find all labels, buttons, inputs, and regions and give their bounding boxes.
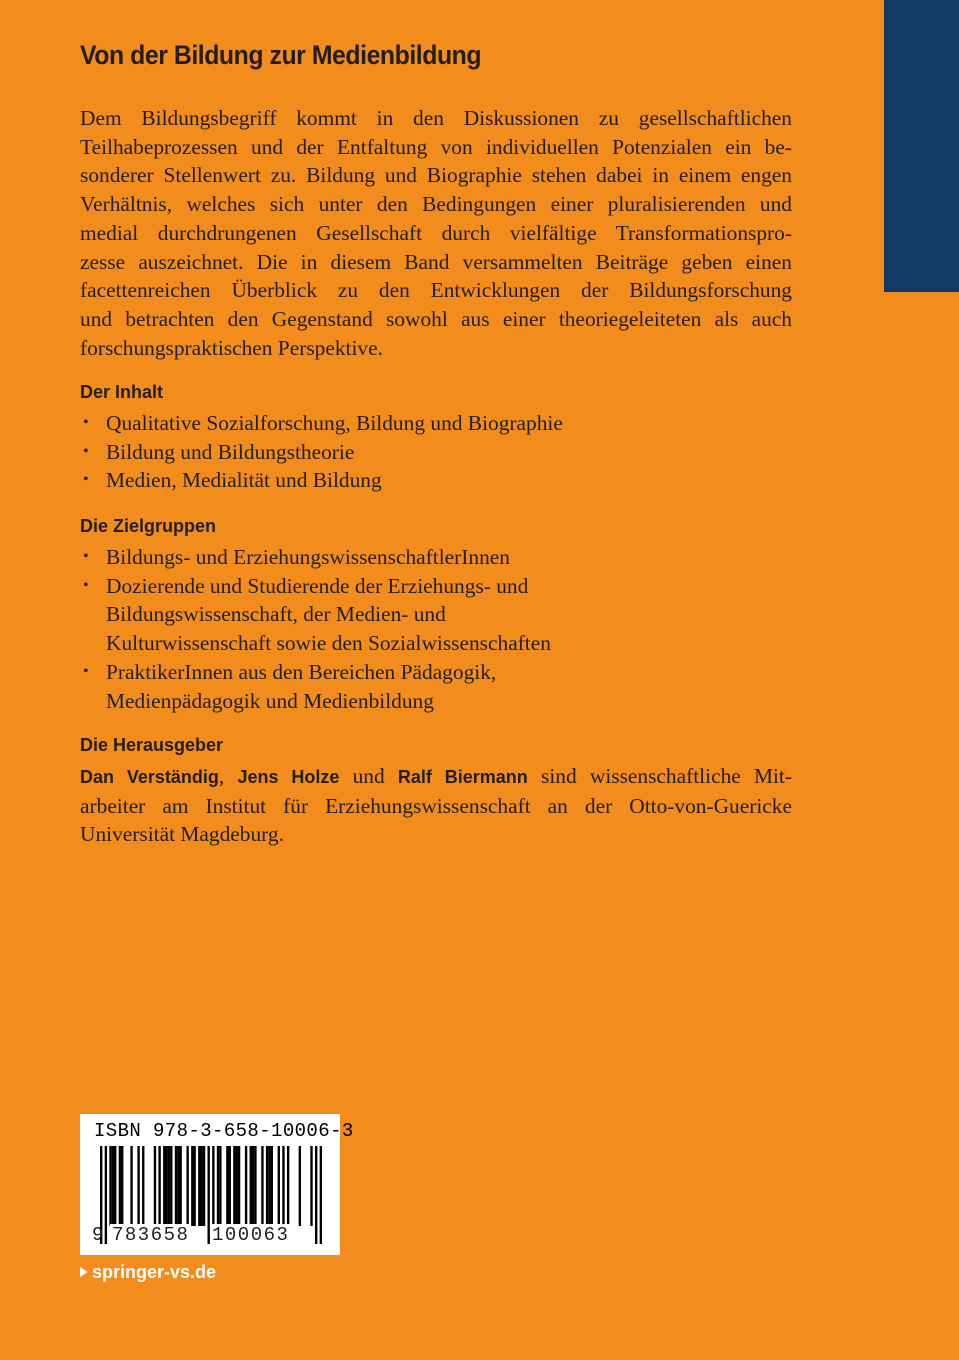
barcode-bar bbox=[130, 1146, 132, 1226]
herausgeber-text: sind wissenschaftliche Mit- bbox=[527, 764, 792, 788]
herausgeber-line bbox=[80, 762, 792, 792]
barcode-bar bbox=[175, 1146, 177, 1226]
barcode-bar bbox=[261, 1146, 263, 1226]
intro-line: facettenreichen Überblick zu den Entwicklungen der Bildungsforschung bbox=[80, 278, 792, 303]
barcode-bar bbox=[154, 1146, 156, 1226]
barcode-bar bbox=[168, 1146, 170, 1226]
intro-line: Verhältnis, welches sich unter den Bedingungen einer pluralisierenden und bbox=[80, 192, 792, 217]
intro-line: medial durchdrungenen Gesellschaft durch vielfältige Transformationspro- bbox=[80, 220, 792, 245]
list-item bbox=[80, 658, 792, 715]
list-item: • Bildung und Bildungstheorie bbox=[80, 438, 792, 467]
list-item-line: Bildungswissenschaft, der Medien- und bbox=[106, 602, 446, 627]
list-item-line: • Dozierende und Studierende der Erziehungs- und bbox=[106, 573, 529, 598]
barcode-bar bbox=[177, 1146, 179, 1226]
barcode-bar bbox=[142, 1146, 144, 1226]
barcode-bar bbox=[266, 1146, 268, 1226]
barcode-bar bbox=[320, 1146, 322, 1244]
barcode-bar bbox=[114, 1146, 116, 1226]
list-item-line: • PraktikerInnen aus den Bereichen Pädagogik, bbox=[106, 659, 497, 684]
intro-line: und betrachten den Gegenstand sowohl aus einer theoriegeleiteten als auch bbox=[80, 306, 792, 331]
barcode-bar bbox=[186, 1146, 188, 1226]
intro-line: forschungspraktischen Perspektive. bbox=[80, 335, 383, 360]
intro-line: Teilhabeprozessen und der Entfaltung von individuellen Potenzialen ein be- bbox=[80, 134, 792, 159]
list-item: • Medien, Medialität und Bildung bbox=[80, 466, 792, 495]
barcode-bar bbox=[271, 1146, 273, 1226]
barcode-bar bbox=[198, 1146, 200, 1226]
inhalt-heading: Der Inhalt bbox=[80, 382, 164, 402]
barcode-box bbox=[80, 1114, 354, 1255]
barcode-bar bbox=[310, 1146, 312, 1226]
list-item-line: • Bildungs- und ErziehungswissenschaftlerInnen bbox=[106, 545, 510, 569]
barcode-bar bbox=[245, 1146, 247, 1226]
list-item bbox=[80, 543, 792, 572]
separator: , bbox=[218, 764, 238, 788]
barcode-bar bbox=[219, 1146, 221, 1226]
barcode-bar bbox=[287, 1146, 289, 1226]
herausgeber-line: arbeiter am Institut für Erziehungswissenschaft an der Otto-von-Guericke bbox=[80, 793, 792, 818]
intro-line: sonderer Stellenwert zu. Bildung und Biographie stehen dabei in einem engen bbox=[80, 163, 792, 188]
barcode-bar bbox=[109, 1146, 111, 1226]
barcode-bar bbox=[226, 1146, 228, 1226]
barcode-bar bbox=[238, 1146, 240, 1226]
barcode-bar bbox=[193, 1146, 195, 1226]
editor-name: Dan Verständig bbox=[80, 767, 219, 787]
barcode-bar bbox=[158, 1146, 160, 1226]
ean-left-digits: 783658 bbox=[112, 1224, 190, 1246]
barcode-bar bbox=[268, 1146, 270, 1226]
barcode-bar bbox=[299, 1146, 301, 1226]
list-item-line: Medienpädagogik und Medienbildung bbox=[106, 688, 434, 713]
list-item bbox=[80, 572, 792, 658]
barcode-bar bbox=[112, 1146, 114, 1226]
barcode-bar bbox=[165, 1146, 167, 1226]
barcode-bar bbox=[121, 1146, 123, 1226]
barcode-bar bbox=[105, 1146, 107, 1244]
inhalt-list bbox=[80, 409, 792, 495]
ean-right-digits: 100063 bbox=[212, 1224, 290, 1246]
barcode-bar bbox=[254, 1146, 256, 1226]
barcode-bar bbox=[282, 1146, 284, 1226]
publisher-url: springer-vs.de bbox=[92, 1262, 217, 1282]
barcode-bar bbox=[278, 1146, 280, 1226]
barcode-bar bbox=[170, 1146, 172, 1226]
publisher-link[interactable] bbox=[80, 1262, 216, 1283]
barcode-bar bbox=[137, 1146, 139, 1226]
barcode-bar bbox=[179, 1146, 181, 1226]
ean-first-digit: 9 bbox=[92, 1224, 104, 1246]
barcode-bar bbox=[315, 1146, 317, 1244]
separator: und bbox=[339, 764, 398, 788]
book-title: Von der Bildung zur Medienbildung bbox=[80, 40, 482, 70]
barcode-bar bbox=[200, 1146, 202, 1226]
barcode-bar bbox=[191, 1146, 193, 1226]
arrow-right-icon bbox=[80, 1267, 88, 1277]
cover-band bbox=[884, 0, 959, 292]
barcode-bar bbox=[229, 1146, 231, 1226]
barcode-bar bbox=[233, 1146, 235, 1226]
isbn-label: ISBN 978-3-658-10006-3 bbox=[94, 1120, 354, 1142]
barcode-bar bbox=[119, 1146, 121, 1226]
herausgeber-paragraph bbox=[80, 762, 792, 849]
barcode-bar bbox=[217, 1146, 219, 1226]
barcode-bar bbox=[250, 1146, 252, 1226]
editor-name: Ralf Biermann bbox=[397, 767, 528, 787]
zielgruppen-list bbox=[80, 543, 792, 715]
barcode-bar bbox=[163, 1146, 165, 1226]
intro-paragraph bbox=[80, 104, 792, 362]
zielgruppen-heading: Die Zielgruppen bbox=[80, 516, 217, 536]
herausgeber-line: Universität Magdeburg. bbox=[80, 822, 284, 847]
intro-line: Dem Bildungsbegriff kommt in den Diskussionen zu gesellschaftlichen bbox=[80, 106, 792, 130]
list-item-line: Kulturwissenschaft sowie den Sozialwissenschaften bbox=[106, 631, 551, 656]
intro-line: zesse auszeichnet. Die in diesem Band versammelten Beiträge geben einen bbox=[80, 249, 792, 274]
barcode-bar bbox=[252, 1146, 254, 1226]
list-item: • Qualitative Sozialforschung, Bildung und Biographie bbox=[80, 409, 792, 438]
barcode-bar bbox=[236, 1146, 238, 1226]
editor-name: Jens Holze bbox=[237, 767, 340, 787]
barcode-bar bbox=[203, 1146, 205, 1226]
herausgeber-heading: Die Herausgeber bbox=[80, 735, 224, 755]
